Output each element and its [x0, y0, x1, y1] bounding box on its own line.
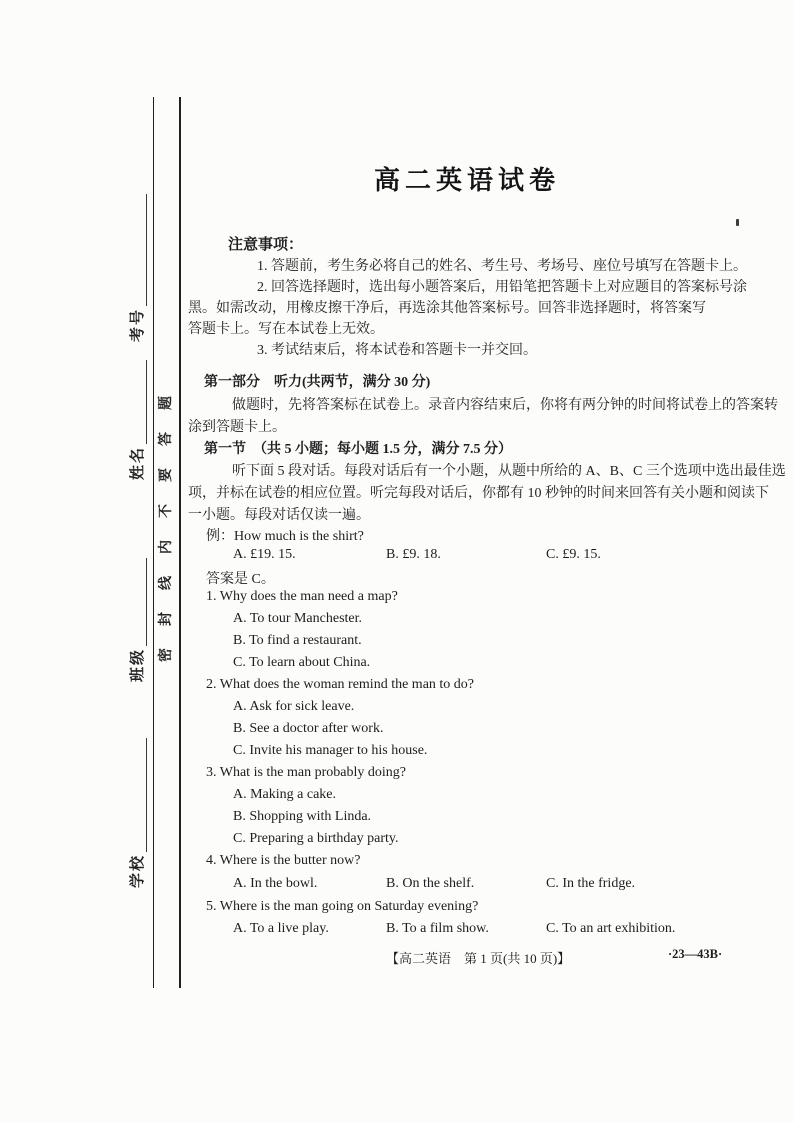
notice-line: 1. 答题前，考生务必将自己的姓名、考生号、考场号、座位号填写在答题卡上。	[257, 259, 747, 274]
seal-line-outer	[153, 97, 155, 988]
field-exam-number	[127, 189, 147, 347]
field-exam-number-label: 考号	[130, 308, 146, 343]
seal-warning-text: 密封线内不要答题	[159, 374, 174, 662]
section1-instruction-line: 一小题。每段对话仅读一遍。	[188, 508, 370, 523]
option: C. Invite his manager to his house.	[233, 743, 428, 758]
option: B. Shopping with Linda.	[233, 809, 372, 824]
field-exam-number-blank	[132, 194, 147, 306]
option: B. To find a restaurant.	[233, 633, 362, 648]
part1-intro-line: 涂到答题卡上。	[188, 420, 286, 435]
option: B. See a doctor after work.	[233, 721, 384, 736]
field-class-blank	[132, 558, 147, 646]
option: B. £9. 18.	[386, 547, 441, 562]
section1-instruction-line: 项，并标在试卷的相应位置。听完每段对话后，你都有 10 秒钟的时间来回答有关小题和阅读下	[188, 486, 769, 501]
option: A. In the bowl.	[233, 876, 318, 891]
option: C. Preparing a birthday party.	[233, 831, 399, 846]
part1-intro-line: 做题时，先将答案标在试卷上。录音内容结束后，你将有两分钟的时间将试卷上的答案转	[232, 398, 778, 413]
footer-paper-code: ·23—43B·	[668, 947, 723, 961]
part1-heading: 第一部分 听力(共两节，满分 30 分)	[204, 375, 431, 390]
example-answer: 答案是 C。	[206, 572, 275, 587]
example-question: 例：How much is the shirt?	[206, 529, 364, 544]
question-text: 5. Where is the man going on Saturday evening?	[206, 899, 479, 914]
option: A. £19. 15.	[233, 547, 296, 562]
notice-line: 答题卡上。写在本试卷上无效。	[188, 322, 384, 337]
scan-speck	[736, 219, 739, 226]
notice-line: 黑。如需改动，用橡皮擦干净后，再选涂其他答案标号。回答非选择题时，将答案写	[188, 301, 706, 316]
field-class	[127, 553, 147, 687]
question-text: 3. What is the man probably doing?	[206, 765, 406, 780]
field-school-label: 学校	[130, 854, 146, 889]
footer-page-indicator: 【高二英语 第 1 页(共 10 页)】	[386, 951, 571, 966]
option: B. To a film show.	[386, 921, 489, 936]
section1-instruction-line: 听下面 5 段对话。每段对话后有一个小题，从题中所给的 A、B、C 三个选项中选出最佳选	[232, 464, 786, 479]
question-text: 4. Where is the butter now?	[206, 853, 361, 868]
field-school	[127, 733, 147, 893]
notice-heading: 注意事项：	[228, 237, 304, 253]
option: A. Making a cake.	[233, 787, 337, 802]
option: B. On the shelf.	[386, 876, 475, 891]
option: C. To an art exhibition.	[546, 921, 676, 936]
field-name	[127, 355, 147, 485]
field-name-blank	[132, 360, 147, 444]
exam-title: 高二英语试卷	[373, 166, 560, 195]
option: C. To learn about China.	[233, 655, 371, 670]
option: C. £9. 15.	[546, 547, 601, 562]
field-school-blank	[132, 738, 147, 852]
option: A. To tour Manchester.	[233, 611, 363, 626]
field-class-label: 班级	[130, 648, 146, 683]
question-text: 2. What does the woman remind the man to do?	[206, 677, 475, 692]
option: A. To a live play.	[233, 921, 329, 936]
field-name-label: 姓名	[130, 446, 146, 481]
notice-line: 3. 考试结束后，将本试卷和答题卡一并交回。	[257, 343, 537, 358]
option: A. Ask for sick leave.	[233, 699, 355, 714]
question-text: 1. Why does the man need a map?	[206, 589, 398, 604]
option: C. In the fridge.	[546, 876, 636, 891]
section1-heading: 第一节 （共 5 小题；每小题 1.5 分，满分 7.5 分）	[204, 442, 512, 457]
notice-line: 2. 回答选择题时，选出每小题答案后，用铅笔把答题卡上对应题目的答案标号涂	[257, 280, 747, 295]
seal-line-inner	[179, 97, 181, 988]
